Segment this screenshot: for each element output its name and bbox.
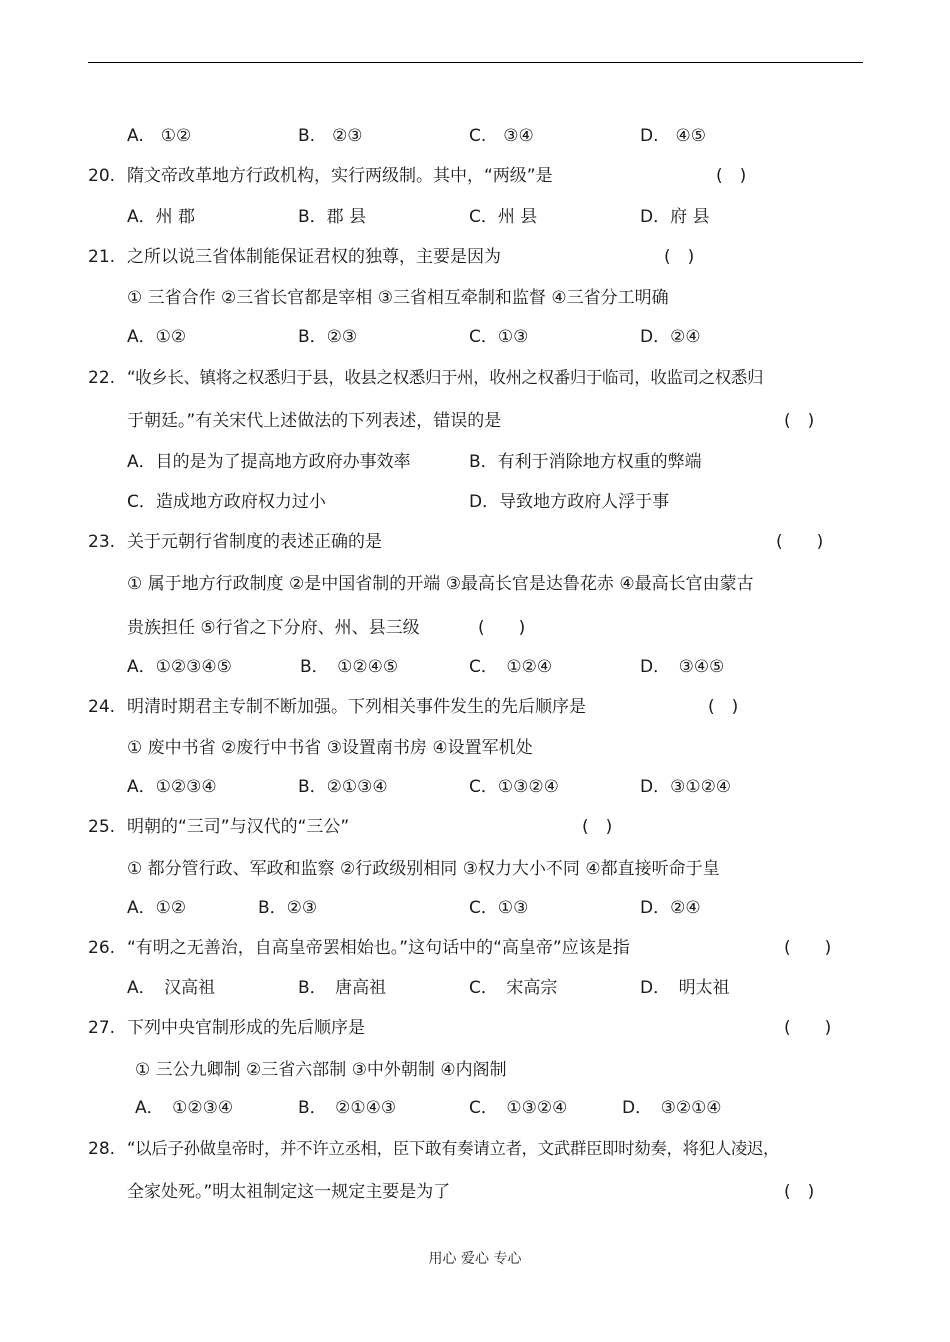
- q27-items: ① 三公九卿制 ②三省六部制 ③中外朝制 ④内阁制: [135, 1060, 507, 1080]
- q20-answer-blank: ( ): [716, 166, 747, 186]
- q26-option-b: B． 唐高祖: [298, 978, 387, 998]
- q25-option-b: B．②③: [258, 898, 318, 918]
- q27-stem: 下列中央官制形成的先后顺序是: [127, 1018, 365, 1038]
- q21-option-d: D．②④: [640, 327, 701, 347]
- q21-option-c: C．①③: [469, 327, 529, 347]
- q22-number: 22.: [88, 368, 116, 388]
- q24-option-d: D．③①②④: [640, 777, 732, 797]
- q21-answer-blank: ( ): [664, 247, 695, 267]
- q23-stem: 关于元朝行省制度的表述正确的是: [127, 532, 382, 552]
- q23-inline-blank: ( ): [478, 618, 526, 638]
- q20-option-a: A．州 郡: [127, 207, 196, 227]
- q23-items: ① 属于地方行政制度 ②是中国省制的开端 ③最高长官是达鲁花赤 ④最高长官由蒙古: [127, 574, 754, 594]
- q20-stem: 隋文帝改革地方行政机构，实行两级制。其中，“两级”是: [127, 166, 553, 186]
- q27-answer-blank: ( ): [784, 1018, 832, 1038]
- q27-number: 27.: [88, 1018, 116, 1038]
- q26-number: 26.: [88, 938, 116, 958]
- q25-answer-blank: ( ): [582, 817, 613, 837]
- q24-items: ① 废中书省 ②废行中书省 ③设置南书房 ④设置军机处: [127, 738, 533, 758]
- q24-option-a: A．①②③④: [127, 777, 217, 797]
- q26-answer-blank: ( ): [784, 938, 832, 958]
- q20-option-c: C．州 县: [469, 207, 538, 227]
- q28-stem-cont: 全家处死。”明太祖制定这一规定主要是为了: [127, 1182, 451, 1202]
- q21-option-a: A．①②: [127, 327, 187, 347]
- q23-number: 23.: [88, 532, 116, 552]
- q21-stem: 之所以说三省体制能保证君权的独尊，主要是因为: [127, 247, 501, 267]
- q23-answer-blank: ( ): [776, 532, 824, 552]
- q22-option-b: B．有利于消除地方权重的弊端: [469, 452, 702, 472]
- q23-option-a: A．①②③④⑤: [127, 657, 232, 677]
- q27-option-d: D． ③②①④: [622, 1098, 722, 1118]
- q20-option-b: B．郡 县: [298, 207, 367, 227]
- q26-option-c: C． 宋高宗: [469, 978, 558, 998]
- q23-option-d: D． ③④⑤: [640, 657, 725, 677]
- q20-number: 20.: [88, 166, 116, 186]
- q19-option-b: B. ②③: [298, 126, 363, 146]
- q21-number: 21.: [88, 247, 116, 267]
- q25-option-d: D．②④: [640, 898, 701, 918]
- q28-answer-blank: ( ): [784, 1182, 815, 1202]
- q27-option-c: C． ①③②④: [469, 1098, 568, 1118]
- q24-option-b: B．②①③④: [298, 777, 388, 797]
- q22-option-d: D．导致地方政府人浮于事: [469, 492, 670, 512]
- q19-option-a: A. ①②: [127, 126, 192, 146]
- q19-option-c: C. ③④: [469, 126, 534, 146]
- q24-option-c: C．①③②④: [469, 777, 559, 797]
- q27-option-b: B． ②①④③: [298, 1098, 397, 1118]
- q19-option-d: D. ④⑤: [640, 126, 706, 146]
- q28-number: 28.: [88, 1139, 116, 1159]
- q25-option-a: A．①②: [127, 898, 187, 918]
- header-rule: [88, 62, 863, 63]
- q26-option-d: D． 明太祖: [640, 978, 730, 998]
- page-footer: 用心 爱心 专心: [428, 1251, 522, 1267]
- q26-stem: “有明之无善治，自高皇帝罢相始也。”这句话中的“高皇帝”应该是指: [127, 938, 630, 958]
- q24-number: 24.: [88, 697, 116, 717]
- q23-option-b: B． ①②④⑤: [300, 657, 399, 677]
- q22-stem: “收乡长、镇将之权悉归于县，收县之权悉归于州，收州之权番归于临司，收监司之权悉归: [127, 368, 764, 387]
- q25-option-c: C．①③: [469, 898, 529, 918]
- q25-items: ① 都分管行政、军政和监察 ②行政级别相同 ③权力大小不同 ④都直接听命于皇: [127, 859, 720, 879]
- q21-option-b: B．②③: [298, 327, 358, 347]
- q22-option-a: A．目的是为了提高地方政府办事效率: [127, 452, 411, 472]
- q24-stem: 明清时期君主专制不断加强。下列相关事件发生的先后顺序是: [127, 697, 586, 717]
- q26-option-a: A． 汉高祖: [127, 978, 216, 998]
- q27-option-a: A． ①②③④: [135, 1098, 234, 1118]
- q23-option-c: C． ①②④: [469, 657, 553, 677]
- q25-stem: 明朝的“三司”与汉代的“三公”: [127, 817, 350, 837]
- q28-stem: “以后子孙做皇帝时，并不许立丞相，臣下敢有奏请立者，文武群臣即时劾奏，将犯人凌迟，: [127, 1139, 780, 1158]
- q22-answer-blank: ( ): [784, 411, 815, 431]
- q22-option-c: C．造成地方政府权力过小: [127, 492, 326, 512]
- q20-option-d: D．府 县: [640, 207, 710, 227]
- q22-stem-cont: 于朝廷。”有关宋代上述做法的下列表述，错误的是: [127, 411, 502, 431]
- q25-number: 25.: [88, 817, 116, 837]
- q21-items: ① 三省合作 ②三省长官都是宰相 ③三省相互牵制和监督 ④三省分工明确: [127, 288, 669, 308]
- q23-items-cont: 贵族担任 ⑤行省之下分府、州、县三级: [127, 618, 420, 638]
- q24-answer-blank: ( ): [708, 697, 739, 717]
